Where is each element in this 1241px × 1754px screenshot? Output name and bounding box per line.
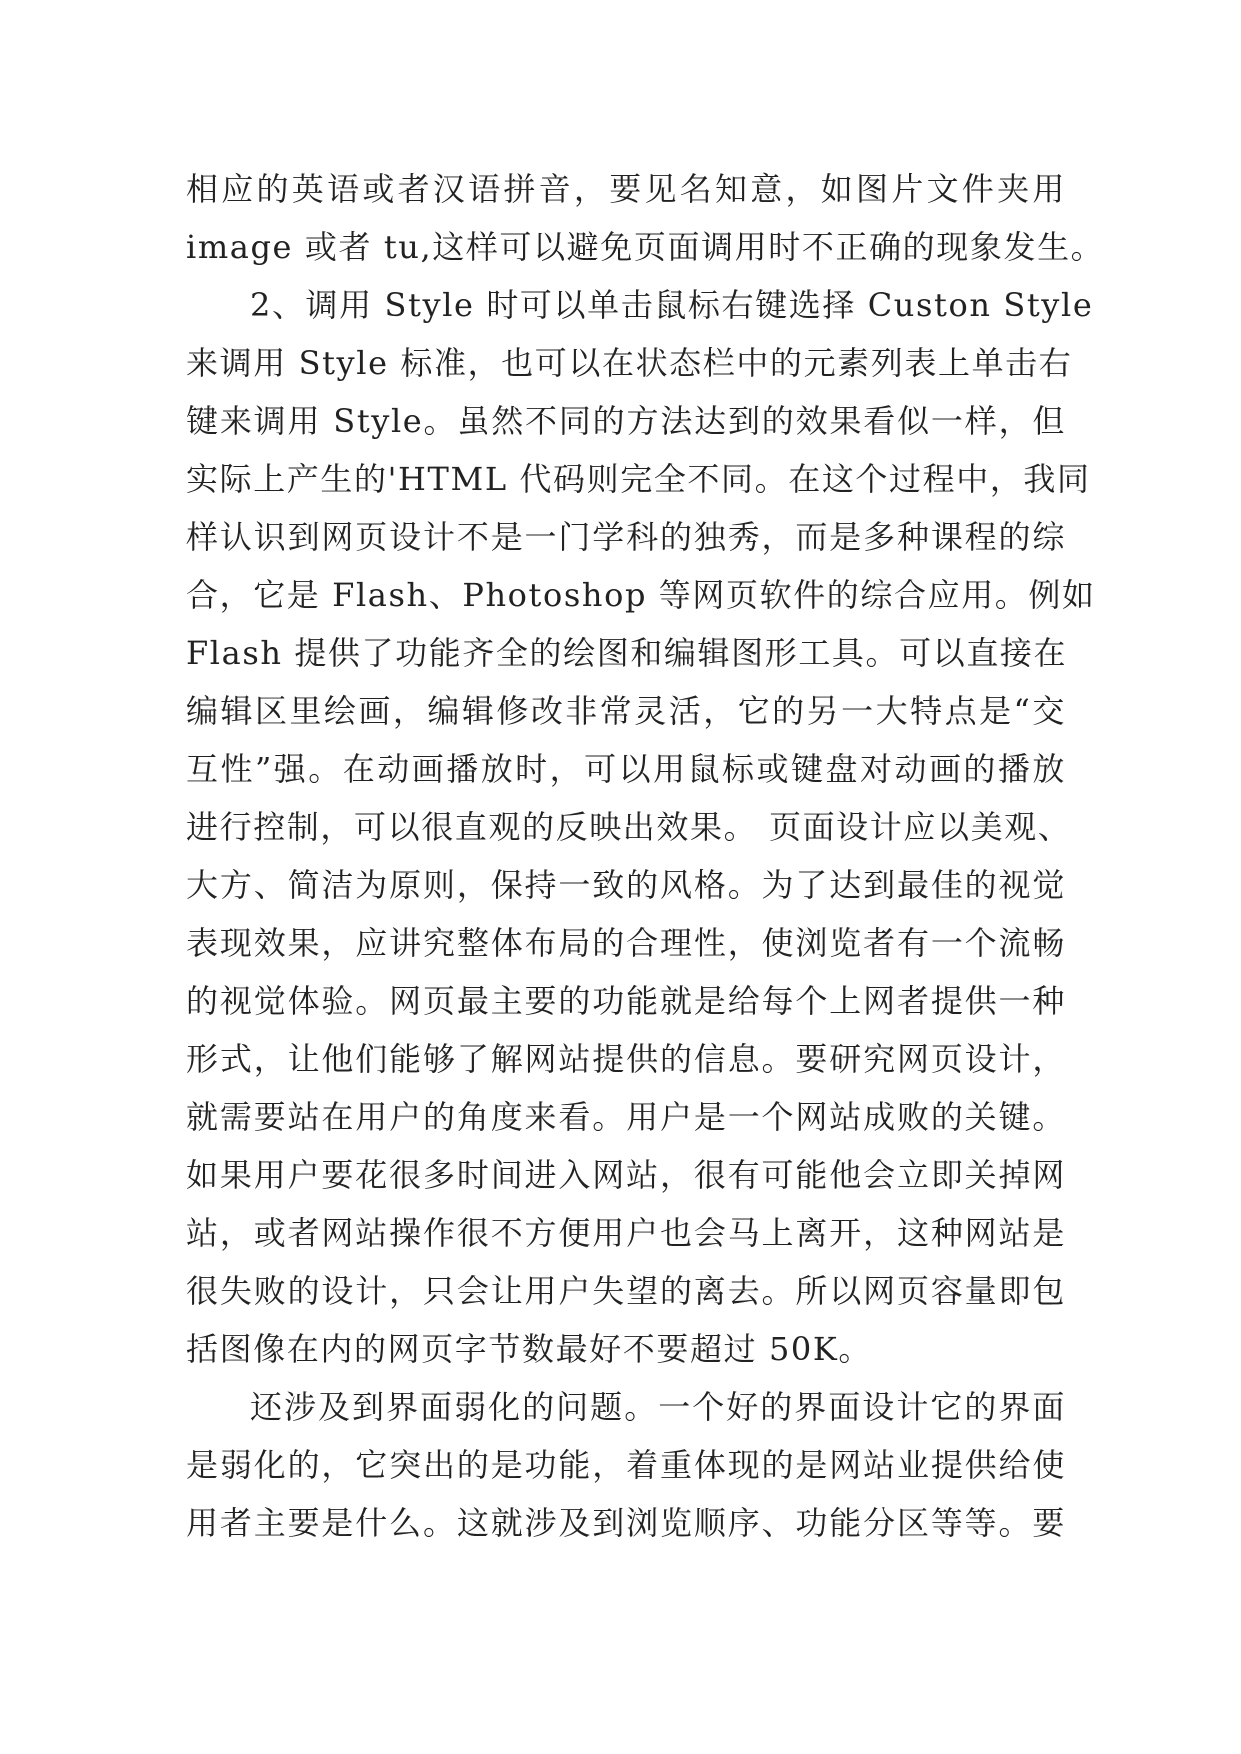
text-line: 大方、简洁为原则，保持一致的风格。为了达到最佳的视觉 (186, 866, 1066, 904)
text-line: 进行控制，可以很直观的反映出效果。 页面设计应以美观、 (186, 808, 1072, 846)
text-line: 用者主要是什么。这就涉及到浏览顺序、功能分区等等。要 (186, 1504, 1066, 1542)
text-line: image 或者 tu,这样可以避免页面调用时不正确的现象发生。 (186, 228, 1105, 266)
text-line: 很失败的设计，只会让用户失望的离去。所以网页容量即包 (186, 1272, 1066, 1310)
text-line: 实际上产生的'HTML 代码则完全不同。在这个过程中，我同 (186, 460, 1091, 498)
text-line: Flash 提供了功能齐全的绘图和编辑图形工具。可以直接在 (186, 634, 1068, 672)
text-line: 的视觉体验。网页最主要的功能就是给每个上网者提供一种 (186, 982, 1066, 1020)
text-line: 键来调用 Style。虽然不同的方法达到的效果看似一样，但 (186, 402, 1066, 440)
text-line: 2、调用 Style 时可以单击鼠标右键选择 Custon Style (250, 286, 1094, 324)
text-line: 来调用 Style 标准，也可以在状态栏中的元素列表上单击右 (186, 344, 1073, 382)
text-line: 就需要站在用户的角度来看。用户是一个网站成败的关键。 (186, 1098, 1066, 1136)
text-line: 相应的英语或者汉语拼音，要见名知意，如图片文件夹用 (186, 170, 1066, 208)
text-line: 互性”强。在动画播放时，可以用鼠标或键盘对动画的播放 (186, 750, 1066, 788)
text-line: 样认识到网页设计不是一门学科的独秀，而是多种课程的综 (186, 518, 1066, 556)
text-line: 括图像在内的网页字节数最好不要超过 50K。 (186, 1330, 872, 1368)
text-line: 站，或者网站操作很不方便用户也会马上离开，这种网站是 (186, 1214, 1066, 1252)
text-line: 如果用户要花很多时间进入网站，很有可能他会立即关掉网 (186, 1156, 1066, 1194)
text-line: 表现效果，应讲究整体布局的合理性，使浏览者有一个流畅 (186, 924, 1066, 962)
text-line: 合，它是 Flash、Photoshop 等网页软件的综合应用。例如 (186, 576, 1096, 614)
text-line: 还涉及到界面弱化的问题。一个好的界面设计它的界面 (250, 1388, 1066, 1426)
text-line: 是弱化的，它突出的是功能，着重体现的是网站业提供给使 (186, 1446, 1066, 1484)
text-line: 编辑区里绘画，编辑修改非常灵活，它的另一大特点是“交 (186, 692, 1066, 730)
body-text (186, 160, 1105, 1552)
text-line: 形式，让他们能够了解网站提供的信息。要研究网页设计， (186, 1040, 1066, 1078)
